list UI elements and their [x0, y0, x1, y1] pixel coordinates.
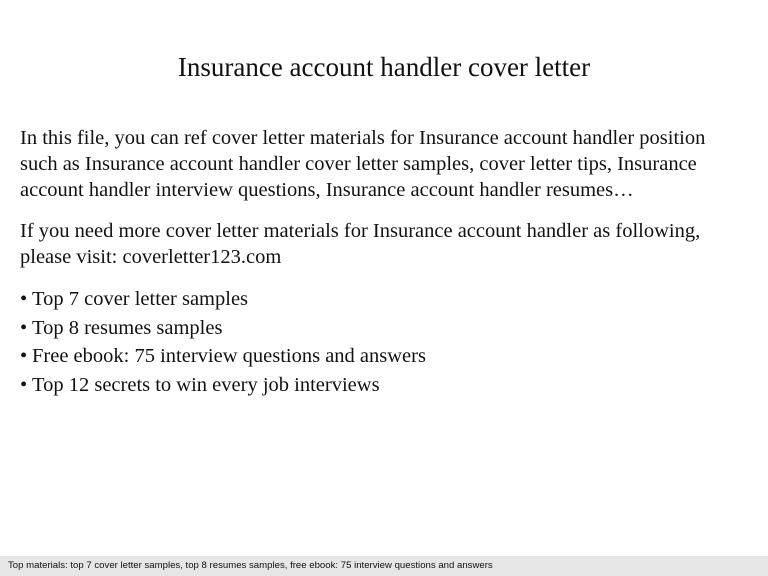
intro-line: In this file, you can ref cover letter materials for Insurance account handler position: [20, 127, 706, 149]
intro-line: such as Insurance account handler cover letter samples, cover letter tips, Insurance: [20, 153, 697, 175]
list-item: [20, 371, 750, 400]
page-title: Insurance account handler cover letter: [177, 52, 591, 82]
intro-line: account handler interview questions, Insurance account handler resumes…: [20, 179, 634, 201]
more-line: please visit: coverletter123.com: [20, 246, 282, 268]
list-item-text: Free ebook: 75 interview questions and answers: [32, 345, 426, 367]
list-item-text: Top 7 cover letter samples: [32, 288, 249, 310]
more-materials-paragraph: [20, 218, 750, 270]
list-item: [20, 285, 750, 314]
bullet-icon: •: [20, 316, 28, 339]
bullet-icon: •: [20, 345, 28, 367]
list-item: [20, 342, 750, 371]
bullet-icon: •: [20, 373, 28, 396]
footer-bar: Top materials: top 7 cover letter samples, top 8 resumes samples, free ebook: 75 interview questions and answers: [0, 556, 768, 576]
list-item: [20, 314, 750, 343]
list-item-text: Top 12 secrets to win every job interviews: [32, 373, 380, 396]
intro-paragraph: [20, 125, 750, 203]
slide-body: [20, 125, 750, 399]
more-line: If you need more cover letter materials for Insurance account handler as following,: [20, 220, 701, 242]
materials-list: [20, 285, 750, 399]
bullet-icon: •: [20, 288, 28, 310]
list-item-text: Top 8 resumes samples: [32, 316, 223, 339]
